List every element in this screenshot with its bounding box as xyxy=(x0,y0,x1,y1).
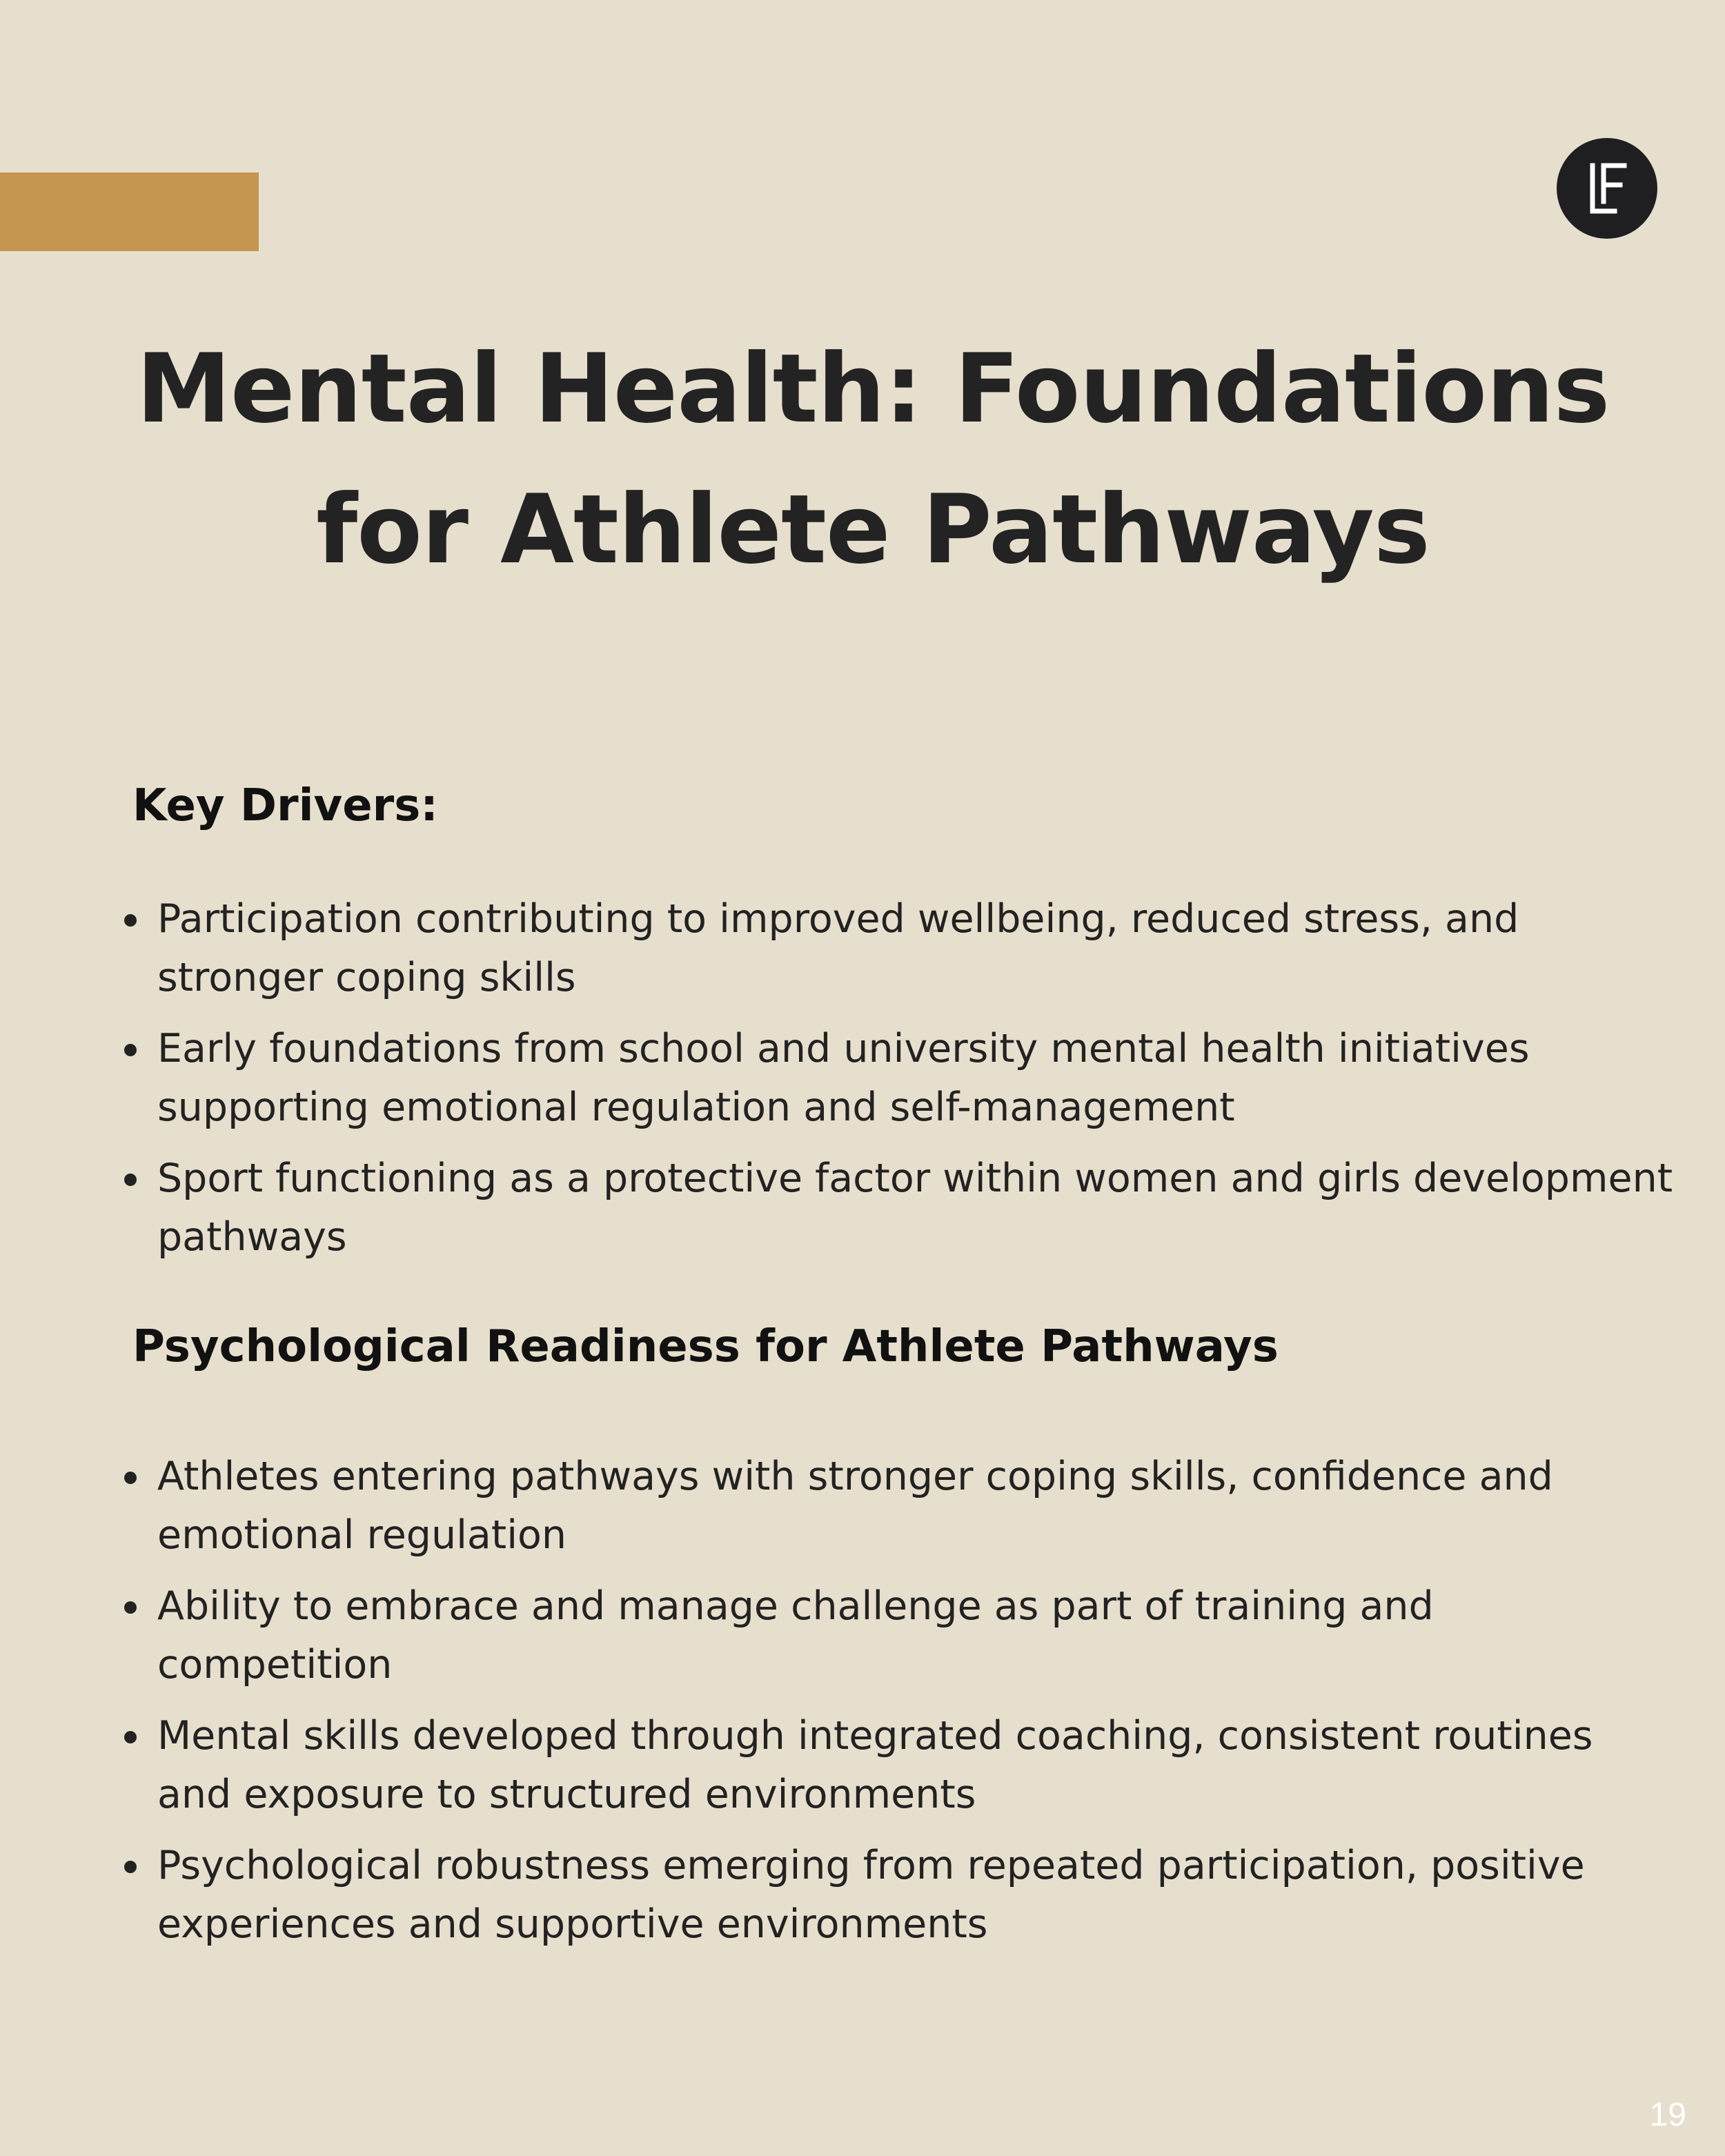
title-line-1: Mental Health: Foundations xyxy=(136,333,1610,444)
accent-bar xyxy=(0,172,259,251)
list-item: Early foundations from school and university mental health initiatives supporting emotional regulation and self-management xyxy=(124,1020,1677,1137)
list-item: Ability to embrace and manage challenge as part of training and competition xyxy=(124,1577,1677,1694)
page-title xyxy=(69,319,1677,600)
title-line-2: for Athlete Pathways xyxy=(316,474,1430,585)
key-drivers-heading: Key Drivers: xyxy=(132,780,438,831)
psychological-readiness-heading: Psychological Readiness for Athlete Pathways xyxy=(132,1321,1279,1372)
list-item: Sport functioning as a protective factor within women and girls development pathways xyxy=(124,1149,1677,1267)
list-item: Athletes entering pathways with stronger coping skills, confidence and emotional regulation xyxy=(124,1447,1677,1565)
key-drivers-list xyxy=(124,890,1677,1279)
list-item: Mental skills developed through integrated coaching, consistent routines and exposure to structured environments xyxy=(124,1707,1677,1824)
psychological-readiness-list xyxy=(124,1447,1677,1966)
lf-logo xyxy=(1557,138,1657,239)
lf-monogram-icon xyxy=(1557,138,1657,239)
list-item: Psychological robustness emerging from repeated participation, positive experiences and supportive environments xyxy=(124,1837,1677,1954)
page-number: 19 xyxy=(1649,2097,1686,2133)
list-item: Participation contributing to improved wellbeing, reduced stress, and stronger coping skills xyxy=(124,890,1677,1007)
